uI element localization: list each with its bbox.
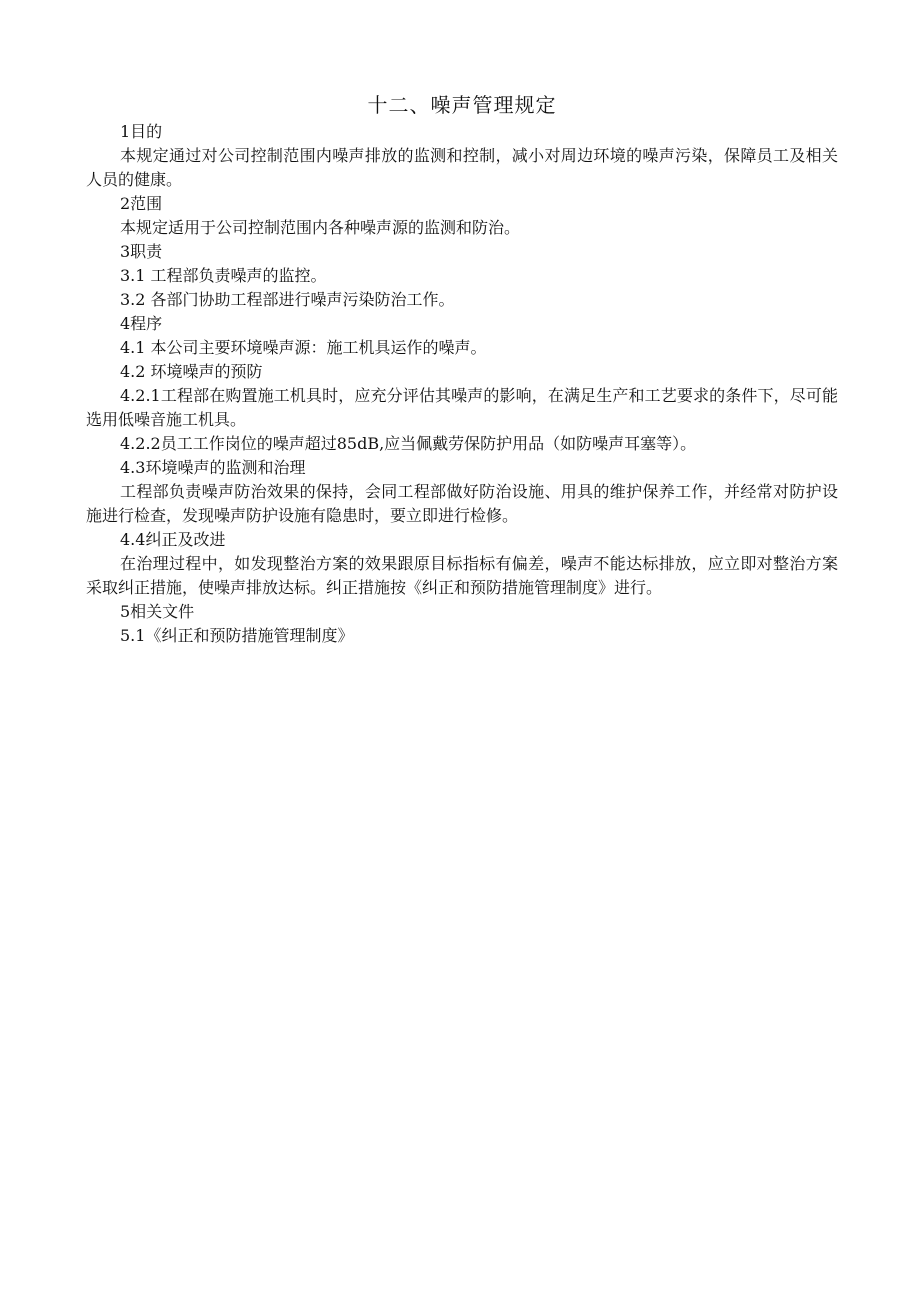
paragraph-purpose: 本规定通过对公司控制范围内噪声排放的监测和控制，减小对周边环境的噪声污染，保障员工及相关人员的健康。: [86, 146, 838, 189]
paragraph-4-3: 4.3环境噪声的监测和治理: [120, 458, 306, 477]
section-heading-purpose: 1目的: [120, 122, 163, 141]
document-title: 十二、噪声管理规定: [367, 93, 557, 117]
paragraph-3-2: 3.2 各部门协助工程部进行噪声污染防治工作。: [120, 290, 455, 309]
paragraph-4-1: 4.1 本公司主要环境噪声源：施工机具运作的噪声。: [120, 338, 487, 357]
paragraph-4-2-1: 4.2.1工程部在购置施工机具时，应充分评估其噪声的影响，在满足生产和工艺要求的条件下，尽可能选用低噪音施工机具。: [86, 386, 838, 429]
paragraph-4-2: 4.2 环境噪声的预防: [120, 362, 263, 381]
document-page: [86, 90, 838, 648]
paragraph-scope: 本规定适用于公司控制范围内各种噪声源的监测和防治。: [120, 218, 521, 237]
section-heading-related-docs: 5相关文件: [120, 602, 195, 621]
paragraph-4-2-2: 4.2.2员工工作岗位的噪声超过85dB,应当佩戴劳保防护用品（如防噪声耳塞等）。: [120, 434, 697, 453]
paragraph-4-3-body: 工程部负责噪声防治效果的保持，会同工程部做好防治设施、用具的维护保养工作，并经常对防护设施进行检查，发现噪声防护设施有隐患时，要立即进行检修。: [86, 482, 838, 525]
section-heading-scope: 2范围: [120, 194, 163, 213]
paragraph-5-1: 5.1《纠正和预防措施管理制度》: [120, 626, 354, 645]
paragraph-4-4: 4.4纠正及改进: [120, 530, 226, 549]
paragraph-3-1: 3.1 工程部负责噪声的监控。: [120, 266, 327, 285]
section-heading-responsibility: 3职责: [120, 242, 163, 261]
section-heading-procedure: 4程序: [120, 314, 163, 333]
paragraph-4-4-body: 在治理过程中，如发现整治方案的效果跟原目标指标有偏差，噪声不能达标排放，应立即对整治方案采取纠正措施，使噪声排放达标。纠正措施按《纠正和预防措施管理制度》进行。: [86, 554, 838, 597]
